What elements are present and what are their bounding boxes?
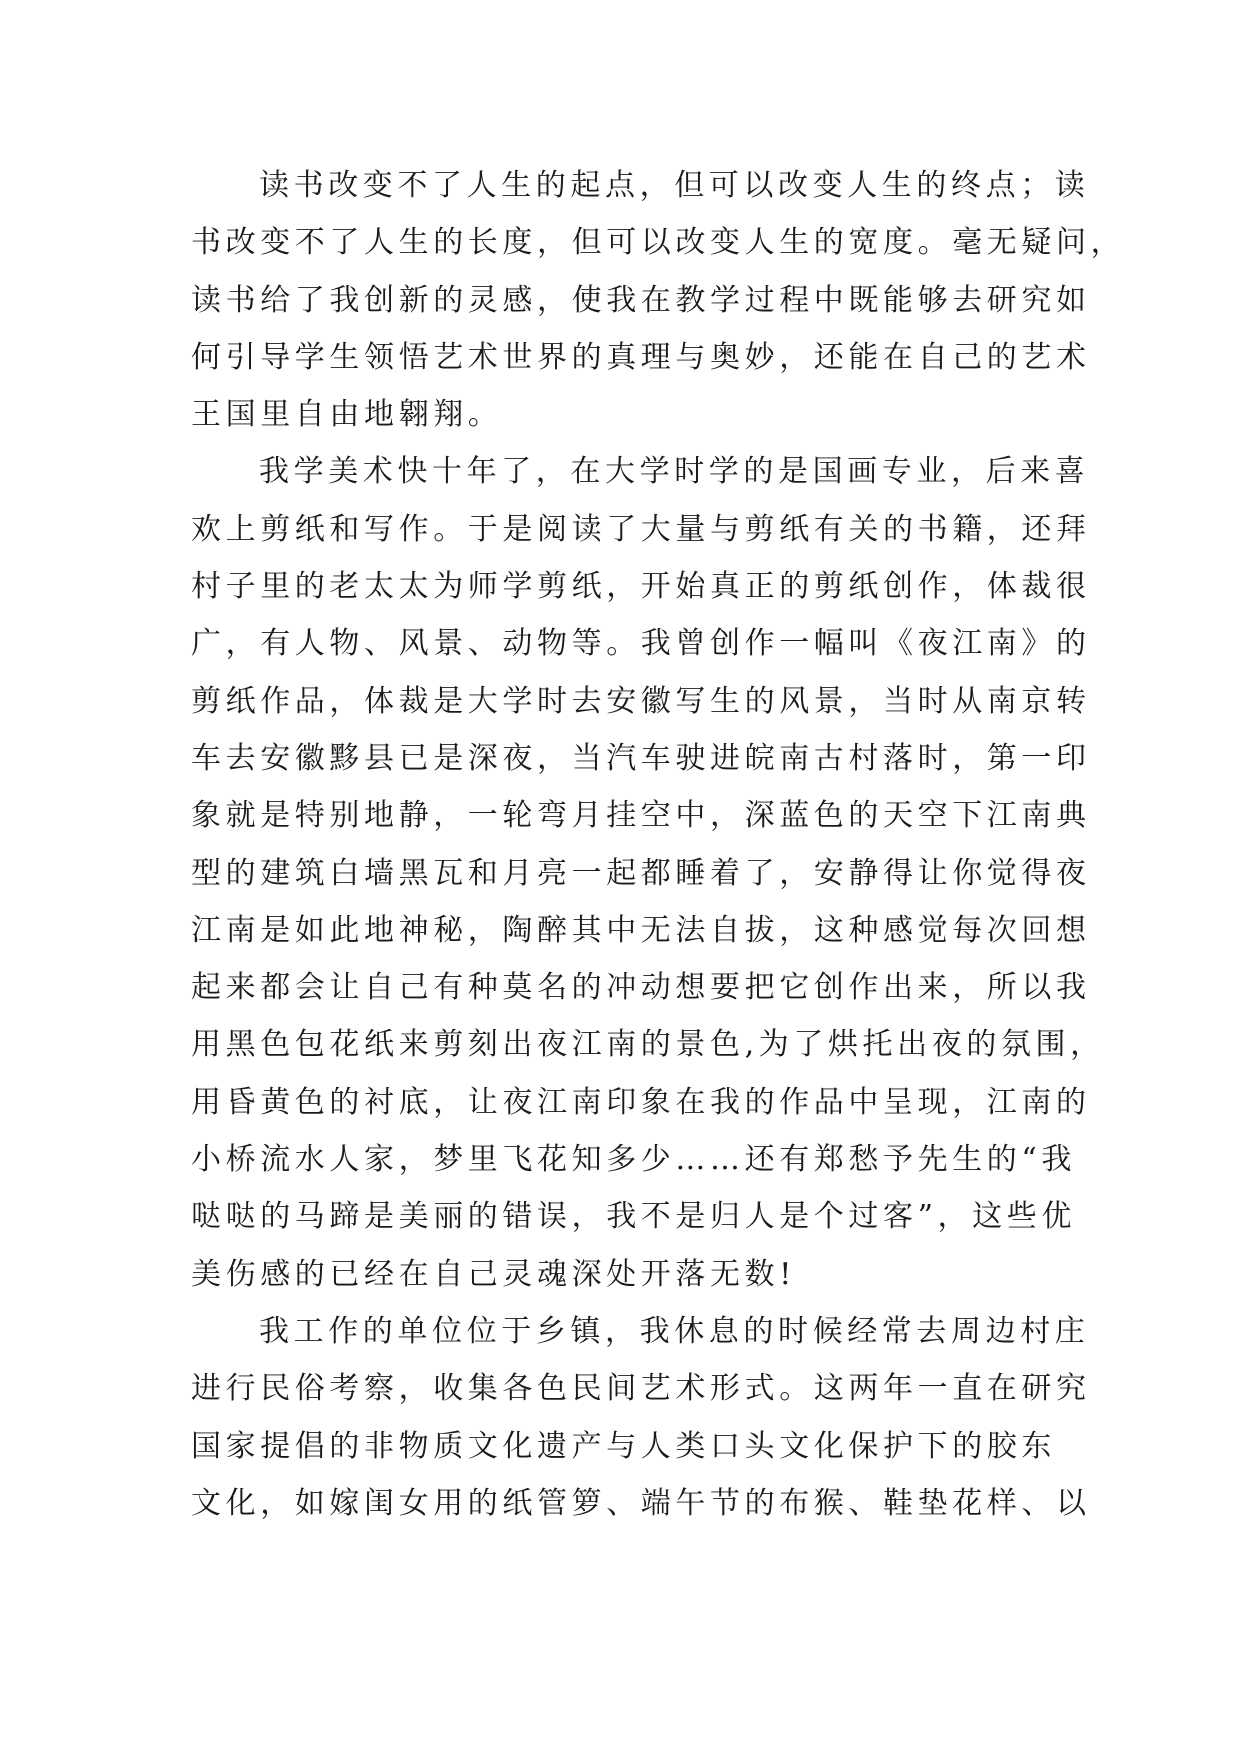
paragraph-3	[191, 1303, 1091, 1532]
text-line: 读书给了我创新的灵感，使我在教学过程中既能够去研究如	[191, 282, 1091, 318]
body-text	[191, 157, 1126, 1532]
text-line: 美伤感的已经在自己灵魂深处开落无数!	[191, 1256, 796, 1292]
text-line: 村子里的老太太为师学剪纸，开始真正的剪纸创作，体裁很	[191, 569, 1091, 605]
text-line: 起来都会让自己有种莫名的冲动想要把它创作出来，所以我	[191, 970, 1091, 1006]
text-line: 读书改变不了人生的起点，但可以改变人生的终点；读	[259, 168, 1090, 203]
text-line: 广，有人物、风景、动物等。我曾创作一幅叫《夜江南》的	[191, 626, 1091, 662]
text-line: 我学美术快十年了，在大学时学的是国画专业，后来喜	[259, 454, 1090, 490]
paragraph-2	[191, 443, 1105, 1302]
text-line: 型的建筑白墙黑瓦和月亮一起都睡着了，安静得让你觉得夜	[191, 855, 1091, 891]
text-line: 用昏黄色的衬底，让夜江南印象在我的作品中呈现，江南的	[191, 1084, 1091, 1120]
text-line: 何引导学生领悟艺术世界的真理与奥妙，还能在自己的艺术	[191, 339, 1091, 375]
text-line: 哒哒的马蹄是美丽的错误，我不是归人是个过客”，这些优	[191, 1199, 1076, 1235]
paragraph-1	[191, 157, 1126, 443]
text-line: 剪纸作品，体裁是大学时去安徽写生的风景，当时从南京转	[191, 683, 1091, 719]
text-line: 车去安徽黟县已是深夜，当汽车驶进皖南古村落时，第一印	[191, 740, 1091, 776]
text-line: 文化，如嫁闺女用的纸管箩、端午节的布猴、鞋垫花样、以	[191, 1485, 1091, 1521]
text-line: 象就是特别地静，一轮弯月挂空中，深蓝色的天空下江南典	[191, 798, 1091, 834]
text-line: 王国里自由地翱翔。	[191, 397, 503, 433]
text-line: 国家提倡的非物质文化遗产与人类口头文化保护下的胶东	[191, 1428, 1056, 1464]
text-line: 我工作的单位位于乡镇，我休息的时候经常去周边村庄	[259, 1313, 1090, 1349]
text-line: 欢上剪纸和写作。于是阅读了大量与剪纸有关的书籍，还拜	[191, 511, 1091, 547]
text-line: 江南是如此地神秘，陶醉其中无法自拔，这种感觉每次回想	[191, 912, 1091, 948]
text-line: 进行民俗考察，收集各色民间艺术形式。这两年一直在研究	[191, 1371, 1091, 1407]
text-line: 用黑色包花纸来剪刻出夜江南的景色,为了烘托出夜的氛围，	[191, 1027, 1105, 1063]
text-line: 书改变不了人生的长度，但可以改变人生的宽度。毫无疑问，	[191, 225, 1126, 261]
text-line: 小桥流水人家，梦里飞花知多少……还有郑愁予先生的“我	[191, 1142, 1076, 1178]
